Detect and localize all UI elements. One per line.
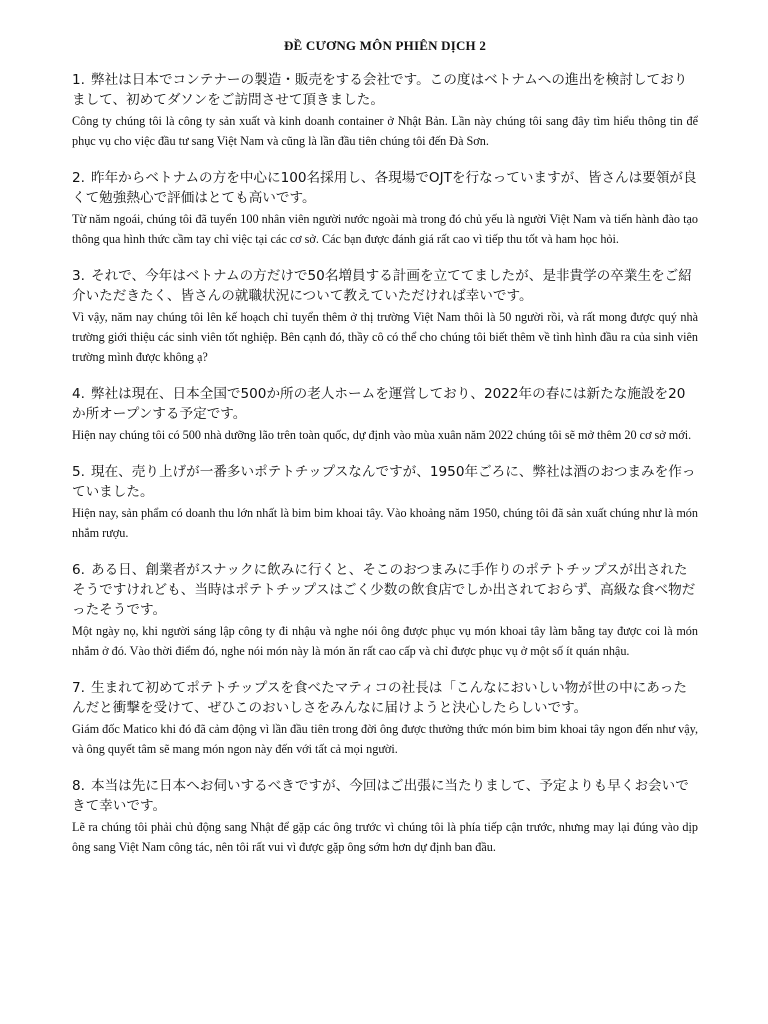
item-5-number: 5. — [72, 464, 85, 480]
item-6 — [72, 560, 698, 661]
document-title: ĐỀ CƯƠNG MÔN PHIÊN DỊCH 2 — [283, 38, 487, 53]
item-5-japanese — [72, 462, 698, 502]
item-3-japanese — [72, 266, 698, 306]
document-page — [72, 38, 698, 874]
item-8-number: 8. — [72, 778, 85, 794]
item-5-japanese-text: 現在、売り上げが一番多いポテトチップスなんですが、1950年ごろに、弊社は酒のおつまみを作っていました。 — [72, 464, 696, 500]
item-1 — [72, 70, 698, 151]
item-1-vietnamese: Công ty chúng tôi là công ty sản xuất và kinh doanh container ở Nhật Bản. Lần này chúng tôi sang đây tìm hiểu thông tin để phục vụ cho việc đầu tư sang Việt Nam và cũng là lần đầu tiên chúng tôi đến Đà Sơn. — [72, 114, 698, 148]
item-7 — [72, 678, 698, 759]
item-4-number: 4. — [72, 386, 85, 402]
item-6-number: 6. — [72, 562, 85, 578]
item-4 — [72, 384, 698, 445]
item-6-vietnamese: Một ngày nọ, khi người sáng lập công ty đi nhậu và nghe nói ông được phục vụ món khoai tây làm bằng tay được coi là món nhắm ở đó. Vào thời điểm đó, nghe nói món này là món ăn rất cao cấp và chỉ được phục vụ ở một số ít quán nhậu. — [72, 624, 698, 658]
item-5 — [72, 462, 698, 543]
item-3-japanese-text: それで、今年はベトナムの方だけで50名増員する計画を立ててましたが、是非貴学の卒業生をご紹介いただきたく、皆さんの就職状況について教えていただければ幸いです。 — [72, 268, 692, 304]
item-4-vietnamese: Hiện nay chúng tôi có 500 nhà dưỡng lão trên toàn quốc, dự định vào mùa xuân năm 2022 chúng tôi sẽ mở thêm 20 cơ sở mới. — [72, 428, 692, 442]
item-2-vietnamese: Từ năm ngoái, chúng tôi đã tuyển 100 nhân viên người nước ngoài mà trong đó chủ yếu là người Việt Nam và tiến hành đào tạo thông qua hình thức cầm tay chỉ việc tại các cơ sở. Các bạn được đánh giá rất cao vì tiếp thu tốt và ham học hỏi. — [72, 212, 698, 246]
item-8-japanese — [72, 776, 698, 816]
item-4-japanese — [72, 384, 698, 424]
item-5-vietnamese: Hiện nay, sản phẩm có doanh thu lớn nhất là bim bim khoai tây. Vào khoảng năm 1950, chúng tôi đã sản xuất chúng như là món nhắm rượu. — [72, 506, 698, 540]
item-3-vietnamese: Vì vậy, năm nay chúng tôi lên kế hoạch chỉ tuyển thêm ở thị trường Việt Nam thôi là 50 người rồi, và rất mong được quý nhà trường giới thiệu các sinh viên tốt nghiệp. Bên cạnh đó, thầy cô có thể cho chúng tôi biết thêm về tình hình đầu ra của sinh viên trường mình được không ạ? — [72, 310, 698, 364]
item-8-vietnamese: Lẽ ra chúng tôi phải chủ động sang Nhật để gặp các ông trước vì chúng tôi là phía tiếp cận trước, nhưng may lại đúng vào dịp ông sang Việt Nam công tác, nên tôi rất vui vì được gặp ông sớm hơn dự định ban đầu. — [72, 820, 698, 854]
item-8-japanese-text: 本当は先に日本へお伺いするべきですが、今回はご出張に当たりまして、予定よりも早くお会いできて幸いです。 — [72, 778, 689, 814]
item-7-japanese — [72, 678, 698, 718]
item-2-number: 2. — [72, 170, 85, 186]
item-1-japanese-text: 弊社は日本でコンテナーの製造・販売をする会社です。この度はベトナムへの進出を検討しておりまして、初めてダソンをご訪問させて頂きました。 — [72, 72, 688, 108]
item-6-japanese — [72, 560, 698, 620]
item-7-vietnamese: Giám đốc Matico khi đó đã cảm động vì lần đầu tiên trong đời ông được thưởng thức món bim bim khoai tây ngon đến như vậy, và ông quyết tâm sẽ mang món ngon này đến với tất cả mọi người. — [72, 722, 698, 756]
item-6-japanese-text: ある日、創業者がスナックに飲みに行くと、そこのおつまみに手作りのポテトチップスが出されたそうですけれども、当時はポテトチップスはごく少数の飲食店でしか出されておらず、高級な食べ物だったそうです。 — [72, 562, 696, 618]
item-2-japanese-text: 昨年からベトナムの方を中心に100名採用し、各現場でOJTを行なっていますが、皆さんは要領が良くて勉強熱心で評価はとても高いです。 — [72, 170, 697, 206]
item-8 — [72, 776, 698, 857]
item-3 — [72, 266, 698, 367]
item-1-number: 1. — [72, 72, 85, 88]
item-3-number: 3. — [72, 268, 85, 284]
item-4-japanese-text: 弊社は現在、日本全国で500か所の老人ホームを運営しており、2022年の春には新たな施設を20か所オープンする予定です。 — [72, 386, 686, 422]
item-2 — [72, 168, 698, 249]
item-2-japanese — [72, 168, 698, 208]
item-7-japanese-text: 生まれて初めてポテトチップスを食べたマティコの社長は「こんなにおいしい物が世の中にあったんだと衝撃を受けて、ぜひこのおいしさをみんなに届けようと決心したらしいです。 — [72, 680, 687, 716]
item-7-number: 7. — [72, 680, 85, 696]
item-1-japanese — [72, 70, 698, 110]
